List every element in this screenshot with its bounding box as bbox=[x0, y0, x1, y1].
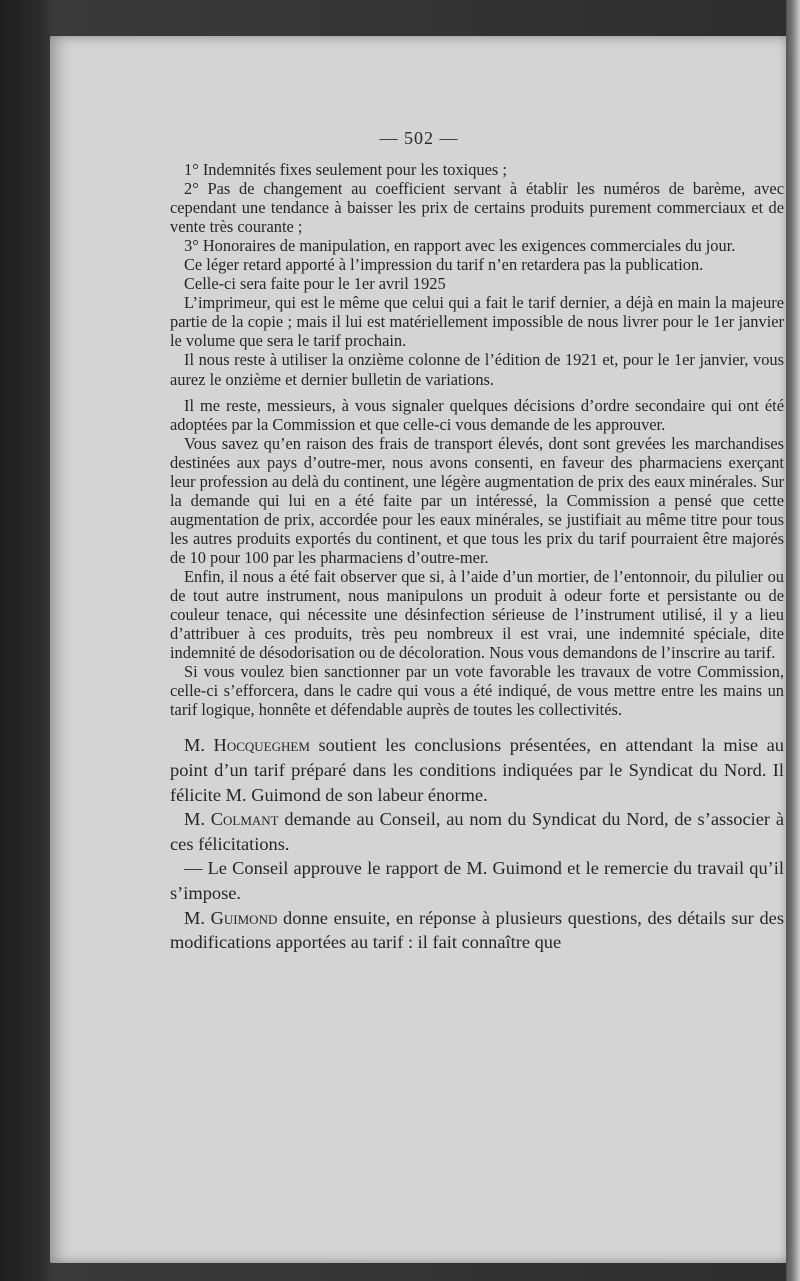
page-number: — 502 — bbox=[379, 128, 459, 148]
paragraph-text: demande au Conseil, au nom du Syndicat du Nord, de s’associer à ces félicitations. bbox=[170, 809, 784, 854]
paragraph-conseil: — Le Conseil approuve le rapport de M. Guimond et le remercie du travail qu’il s’impose. bbox=[170, 858, 784, 903]
paragraph-guimond bbox=[170, 906, 784, 955]
prefix: M. bbox=[184, 735, 214, 756]
paragraph-decisions: Il me reste, messieurs, à vous signaler quelques décisions d’ordre secondaire qui ont été adoptées par la Commission et que celle-ci vous demande de les approuver. bbox=[170, 395, 784, 434]
speaker-name: Colmant bbox=[210, 809, 279, 830]
page-body bbox=[170, 160, 784, 955]
paragraph-colonne: Il nous reste à utiliser la onzième colonne de l’édition de 1921 et, pour le 1er janvier, vous aurez le onzième et dernier bulletin de variations. bbox=[170, 350, 784, 389]
report-section bbox=[170, 160, 784, 719]
paragraph-hocqueghem bbox=[170, 733, 784, 807]
page-sheet bbox=[50, 36, 788, 1263]
page-edge-shadow bbox=[786, 0, 800, 1281]
paragraph-retard: Ce léger retard apporté à l’impression du tarif n’en retardera pas la publication. bbox=[184, 255, 704, 275]
paragraph-imprimeur: L’imprimeur, qui est le même que celui qui a fait le tarif dernier, a déjà en main la majeure partie de la copie ; mais il lui est matériellement impossible de nous livrer pour le 1er janvier le volume que sera le tarif prochain. bbox=[170, 293, 784, 351]
paragraph-date: Celle-ci sera faite pour le 1er avril 1925 bbox=[184, 274, 446, 294]
prefix: M. bbox=[184, 809, 211, 830]
paragraph-conclusion: Si vous voulez bien sanctionner par un vote favorable les travaux de votre Commission, celle-ci s’efforcera, dans le cadre qui vous a été indiqué, de vous mettre entre les mains un tarif logique, honnête et défendable auprès de toutes les collectivités. bbox=[170, 662, 784, 720]
paragraph-transport: Vous savez qu’en raison des frais de transport élevés, dont sont grevées les marchandises destinées aux pays d’outre-mer, nous avons consenti, en faveur des pharmaciens exerçant leur profession au delà du continent, une légère augmentation de prix des eaux minérales. Sur la demande qui lui en a été faite par un intéressé, la Commission a pensé que cette augmentation de prix, accordée pour les eaux minérales, se justifiait au même titre pour tous les autres produits exportés du continent, et que tous les prix du tarif pourraient être majorés de 10 pour 100 par les pharmaciens d’outre-mer. bbox=[170, 433, 784, 567]
speaker-name: Hocqueghem bbox=[213, 735, 310, 756]
speaker-name: Guimond bbox=[210, 907, 278, 928]
minutes-section bbox=[170, 733, 784, 954]
paragraph-bareme: 2° Pas de changement au coefficient servant à établir les numéros de barème, avec cependant une tendance à baisser les prix de certains produits purement commerciaux et de vente très courante ; bbox=[170, 179, 784, 237]
prefix: M. bbox=[184, 907, 211, 928]
paragraph-text: donne ensuite, en réponse à plusieurs questions, des détails sur des modifications apportées au tarif : il fait connaître que bbox=[170, 907, 784, 953]
paragraph-honoraires: 3° Honoraires de manipulation, en rapport avec les exigences commerciales du jour. bbox=[184, 236, 736, 256]
paragraph-colmant bbox=[170, 807, 784, 856]
paragraph-text: soutient les conclusions présentées, en attendant la mise au point d’un tarif préparé dans les conditions indiquées par le Syndicat du Nord. Il félicite M. Guimond de son labeur énorme. bbox=[170, 735, 784, 805]
paragraph-indemnites: 1° Indemnités fixes seulement pour les toxiques ; bbox=[184, 160, 507, 179]
paragraph-desodorisation: Enfin, il nous a été fait observer que si, à l’aide d’un mortier, de l’entonnoir, du pilulier ou de tout autre instrument, nous manipulons un produit à odeur forte et persistante ou de couleur tenace, qui nécessite une désinfection sérieuse de l’instrument utilisé, il y a lieu d’attribuer à ces produits, très peu nombreux il est vrai, une indemnité spéciale, dite indemnité de désodorisation ou de décoloration. Nous vous demandons de l’inscrire au tarif. bbox=[170, 566, 784, 663]
